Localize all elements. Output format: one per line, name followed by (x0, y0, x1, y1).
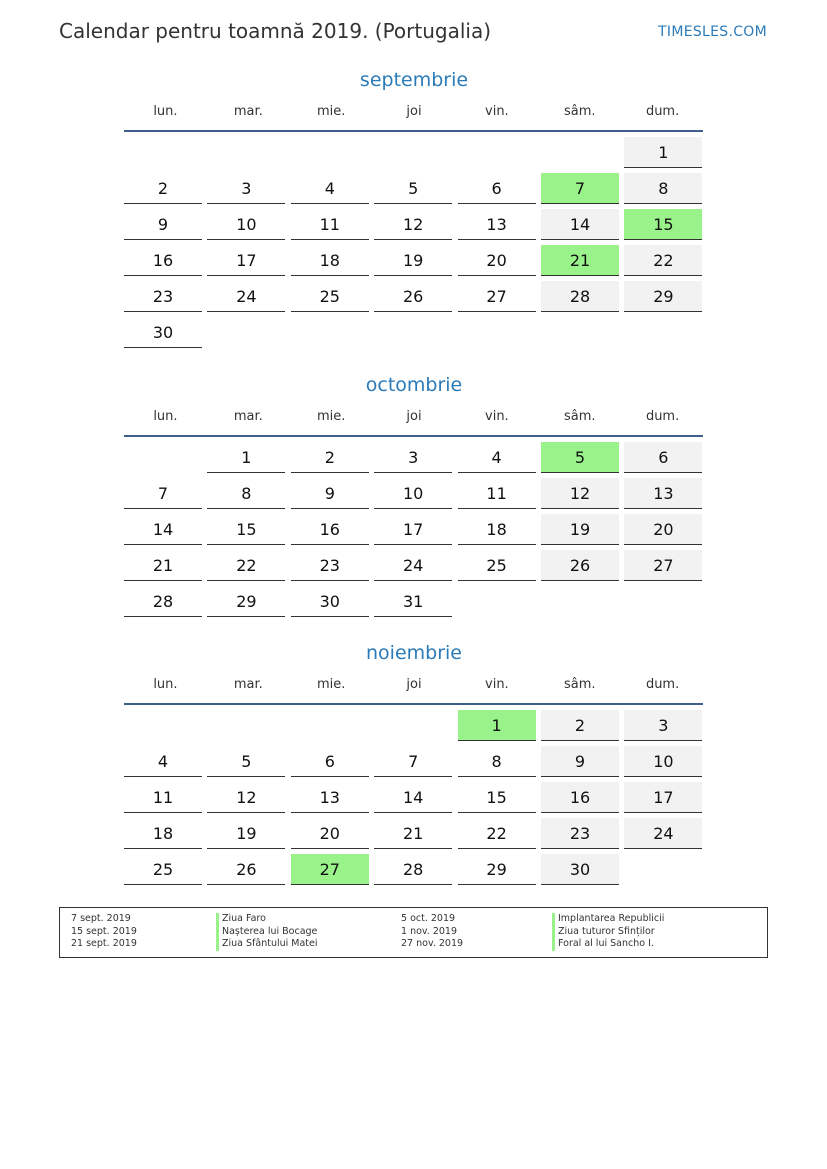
day-cell[interactable]: 17 (374, 514, 452, 545)
day-cell[interactable]: 5 (541, 442, 619, 473)
weekday-label: joi (406, 677, 422, 692)
day-cell[interactable]: 30 (291, 586, 369, 617)
day-cell[interactable]: 23 (291, 550, 369, 581)
day-cell[interactable]: 18 (458, 514, 536, 545)
day-cell[interactable]: 7 (374, 746, 452, 777)
weekday-label: dum. (645, 677, 680, 692)
brand-link[interactable]: TIMESLES.COM (658, 24, 767, 40)
day-cell[interactable]: 27 (291, 854, 369, 885)
day-cell[interactable]: 26 (374, 281, 452, 312)
day-cell[interactable]: 12 (374, 209, 452, 240)
day-cell[interactable]: 22 (207, 550, 285, 581)
day-cell[interactable]: 23 (541, 818, 619, 849)
legend-right-names (552, 913, 664, 951)
legend-holiday-name: Nașterea lui Bocage (222, 925, 318, 937)
day-cell[interactable]: 5 (207, 746, 285, 777)
day-cell[interactable]: 13 (624, 478, 702, 509)
day-cell[interactable]: 9 (291, 478, 369, 509)
day-cell[interactable]: 24 (207, 281, 285, 312)
day-cell[interactable]: 14 (124, 514, 202, 545)
page-title: Calendar pentru toamnă 2019. (Portugalia) (59, 19, 492, 43)
day-cell[interactable]: 13 (291, 782, 369, 813)
day-cell[interactable]: 5 (374, 173, 452, 204)
legend-holiday-name: Implantarea Republicii (558, 913, 665, 924)
day-cell[interactable]: 12 (207, 782, 285, 813)
legend-date: 27 nov. 2019 (401, 938, 464, 950)
day-cell[interactable]: 10 (624, 746, 702, 777)
month-title: noiembrie (366, 642, 462, 664)
legend-right-dates (401, 913, 463, 951)
day-cell[interactable]: 27 (624, 550, 702, 581)
weekday-label: lun. (153, 677, 178, 692)
day-cell[interactable]: 6 (458, 173, 536, 204)
weekday-label: vin. (485, 104, 509, 119)
day-grid (124, 710, 704, 890)
weekday-label: mie. (316, 409, 346, 424)
day-cell[interactable]: 19 (541, 514, 619, 545)
weekday-label: dum. (645, 104, 680, 119)
legend-date: 21 sept. 2019 (71, 938, 137, 950)
day-cell[interactable]: 23 (124, 281, 202, 312)
day-cell[interactable]: 4 (291, 173, 369, 204)
day-cell[interactable]: 17 (624, 782, 702, 813)
day-cell[interactable]: 18 (124, 818, 202, 849)
day-cell[interactable]: 30 (541, 854, 619, 885)
month-title: octombrie (365, 374, 463, 396)
month-calendar (124, 641, 704, 890)
legend-holiday-name: Ziua tuturor Sfinților (558, 925, 655, 937)
day-cell[interactable]: 16 (291, 514, 369, 545)
day-cell[interactable]: 19 (374, 245, 452, 276)
day-cell[interactable]: 30 (124, 317, 202, 348)
day-cell[interactable]: 24 (374, 550, 452, 581)
day-cell[interactable]: 3 (374, 442, 452, 473)
day-cell[interactable]: 22 (458, 818, 536, 849)
day-cell[interactable]: 2 (124, 173, 202, 204)
weekday-label: mar. (233, 409, 263, 424)
day-cell[interactable]: 10 (374, 478, 452, 509)
day-cell[interactable]: 20 (458, 245, 536, 276)
day-cell[interactable]: 8 (458, 746, 536, 777)
month-title: septembrie (359, 69, 469, 91)
day-cell[interactable]: 3 (207, 173, 285, 204)
day-cell[interactable]: 21 (124, 550, 202, 581)
legend-holiday-name: Foral al lui Sancho I. (558, 938, 654, 950)
weekday-label: mar. (233, 104, 263, 119)
legend-date: 1 nov. 2019 (401, 925, 457, 937)
day-cell[interactable]: 17 (207, 245, 285, 276)
day-cell[interactable]: 13 (458, 209, 536, 240)
weekday-label: vin. (485, 409, 509, 424)
legend-date: 5 oct. 2019 (401, 913, 456, 924)
day-cell[interactable]: 26 (541, 550, 619, 581)
day-cell[interactable]: 26 (207, 854, 285, 885)
day-cell[interactable]: 31 (374, 586, 452, 617)
day-cell[interactable]: 8 (207, 478, 285, 509)
day-cell[interactable]: 20 (291, 818, 369, 849)
day-cell[interactable]: 25 (124, 854, 202, 885)
weekday-label: vin. (485, 677, 509, 692)
day-cell[interactable]: 14 (541, 209, 619, 240)
day-cell[interactable]: 9 (541, 746, 619, 777)
day-cell[interactable]: 9 (124, 209, 202, 240)
day-cell[interactable]: 11 (458, 478, 536, 509)
day-cell[interactable]: 20 (624, 514, 702, 545)
weekday-label: mie. (316, 677, 346, 692)
weekday-header (124, 673, 704, 697)
day-cell[interactable]: 25 (291, 281, 369, 312)
day-cell[interactable]: 3 (624, 710, 702, 741)
day-cell[interactable]: 8 (624, 173, 702, 204)
weekday-label: mie. (316, 104, 346, 119)
holiday-legend (59, 907, 768, 958)
weekday-label: dum. (645, 409, 680, 424)
weekday-label: lun. (153, 104, 178, 119)
day-cell[interactable]: 1 (458, 710, 536, 741)
day-cell[interactable]: 29 (458, 854, 536, 885)
day-cell[interactable]: 29 (624, 281, 702, 312)
day-cell[interactable]: 2 (541, 710, 619, 741)
legend-date: 15 sept. 2019 (71, 925, 137, 937)
day-cell[interactable]: 21 (374, 818, 452, 849)
month-calendar (124, 373, 704, 622)
legend-left-dates (71, 913, 137, 951)
day-cell[interactable]: 12 (541, 478, 619, 509)
day-grid (124, 442, 704, 622)
day-cell[interactable]: 21 (541, 245, 619, 276)
day-cell[interactable]: 29 (207, 586, 285, 617)
day-cell[interactable]: 7 (124, 478, 202, 509)
day-cell[interactable]: 10 (207, 209, 285, 240)
day-cell[interactable]: 16 (124, 245, 202, 276)
day-cell[interactable]: 6 (291, 746, 369, 777)
legend-date: 7 sept. 2019 (71, 913, 131, 924)
day-cell[interactable]: 14 (374, 782, 452, 813)
day-cell[interactable]: 28 (541, 281, 619, 312)
day-cell[interactable]: 11 (291, 209, 369, 240)
day-cell[interactable]: 4 (458, 442, 536, 473)
day-cell[interactable]: 18 (291, 245, 369, 276)
weekday-label: sâm. (563, 409, 596, 424)
weekday-header (124, 405, 704, 429)
day-cell[interactable]: 25 (458, 550, 536, 581)
header-rule (124, 435, 703, 437)
day-grid (124, 137, 704, 353)
weekday-label: sâm. (563, 104, 596, 119)
header-rule (124, 703, 703, 705)
day-cell[interactable]: 2 (291, 442, 369, 473)
weekday-label: joi (406, 409, 422, 424)
day-cell[interactable]: 1 (624, 137, 702, 168)
legend-holiday-name: Ziua Sfântului Matei (222, 938, 318, 950)
day-cell[interactable]: 11 (124, 782, 202, 813)
month-calendar (124, 68, 704, 353)
weekday-label: sâm. (563, 677, 596, 692)
day-cell[interactable]: 1 (207, 442, 285, 473)
day-cell[interactable]: 7 (541, 173, 619, 204)
day-cell[interactable]: 28 (374, 854, 452, 885)
weekday-header (124, 100, 704, 124)
weekday-label: joi (406, 104, 422, 119)
day-cell[interactable]: 15 (207, 514, 285, 545)
day-cell[interactable]: 19 (207, 818, 285, 849)
day-cell[interactable]: 15 (624, 209, 702, 240)
day-cell[interactable]: 4 (124, 746, 202, 777)
weekday-label: mar. (233, 677, 263, 692)
header-rule (124, 130, 703, 132)
day-cell[interactable]: 6 (624, 442, 702, 473)
day-cell[interactable]: 28 (124, 586, 202, 617)
weekday-label: lun. (153, 409, 178, 424)
day-cell[interactable]: 24 (624, 818, 702, 849)
day-cell[interactable]: 22 (624, 245, 702, 276)
day-cell[interactable]: 15 (458, 782, 536, 813)
legend-holiday-name: Ziua Faro (222, 913, 266, 924)
legend-left-names (216, 913, 318, 951)
day-cell[interactable]: 16 (541, 782, 619, 813)
day-cell[interactable]: 27 (458, 281, 536, 312)
